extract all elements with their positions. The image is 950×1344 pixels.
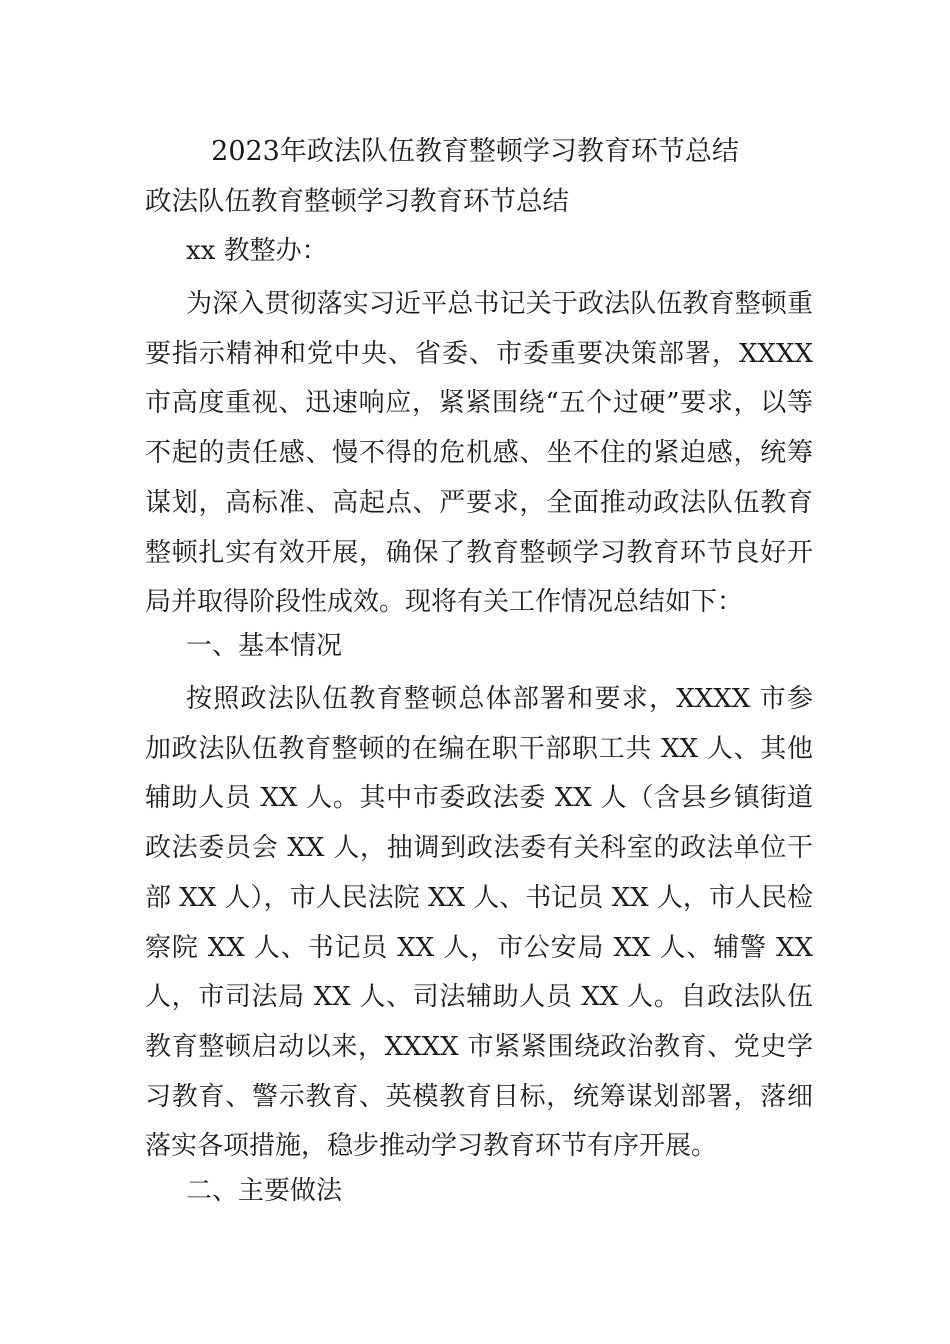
paragraph-intro: 为深入贯彻落实习近平总书记关于政法队伍教育整顿重要指示精神和党中央、省委、市委重要决策部署，XXXX 市高度重视、迅速响应，紧紧围绕“五个过硬”要求，以等不起的责任感、慢不得的危机感、坐不住的紧迫感，统筹谋划，高标准、高起点、严要求，全面推动政法队伍教育整顿扎实有效开展，确保了教育整顿学习教育环节良好开局并取得阶段性成效。现将有关工作情况总结如下： [145,289,813,618]
document-title: 2023年政法队伍教育整顿学习教育环节总结 [211,136,739,167]
section-heading-basic-situation: 一、基本情况 [186,631,343,661]
paragraph-basic-situation: 按照政法队伍教育整顿总体部署和要求，XXXX 市参加政法队伍教育整顿的在编在职干部职工共 XX 人、其他辅助人员 XX 人。其中市委政法委 XX 人（含县乡镇街道政法委员会 XX 人，抽调到政法委有关科室的政法单位干部 XX 人），市人民法院 XX 人、书记员 XX 人，市人民检察院 XX 人、书记员 XX 人，市公安局 XX 人、辅警 XX 人，市司法局 XX 人、司法辅助人员 XX 人。自政法队伍教育整顿启动以来，XXXX 市紧紧围绕政治教育、党史学习教育、警示教育、英模教育目标，统筹谋划部署，落细落实各项措施，稳步推动学习教育环节有序开展。 [145,684,813,1162]
salutation: xx 教整办： [186,236,328,266]
document-subtitle: 政法队伍教育整顿学习教育环节总结 [145,186,569,217]
section-heading-main-practices: 二、主要做法 [186,1176,343,1206]
